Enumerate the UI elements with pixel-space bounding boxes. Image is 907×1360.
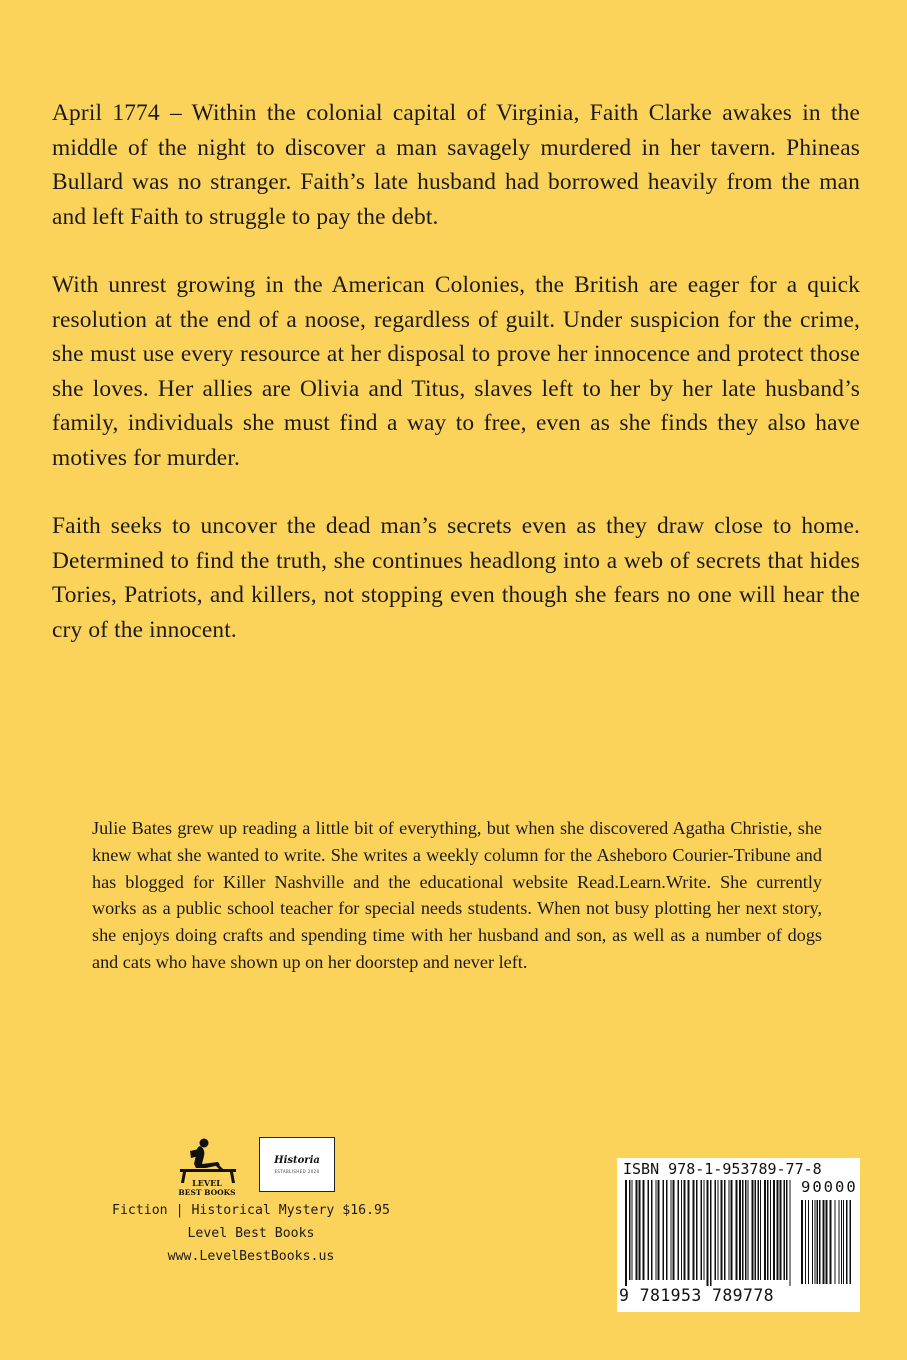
publisher-name: Level Best Books (187, 1226, 315, 1241)
barcode-bar (815, 1200, 816, 1284)
historia-logo (259, 1137, 335, 1192)
barcode-bar (731, 1180, 733, 1280)
barcode-bar (666, 1180, 668, 1280)
barcode-bar (773, 1180, 775, 1280)
ean-barcode-bars (625, 1180, 795, 1286)
barcode-bar (745, 1180, 747, 1280)
barcode-bar (817, 1200, 819, 1284)
barcode-bar (755, 1180, 757, 1280)
barcode-bar (739, 1180, 741, 1280)
barcode-bar (710, 1180, 712, 1286)
barcode-bar (701, 1180, 703, 1280)
addon-barcode-bars (801, 1200, 855, 1284)
publisher-website: www.LevelBestBooks.us (167, 1249, 335, 1264)
historia-name: Historia (274, 1155, 320, 1166)
barcode-bar (721, 1180, 723, 1280)
barcode-bar (715, 1180, 717, 1280)
barcode-bar (629, 1180, 631, 1280)
barcode-bar (790, 1180, 791, 1286)
barcode-bar (656, 1180, 657, 1280)
author-bio-text: Julie Bates grew up reading a little bit of everything, but when she discovered Agatha Christie, she knew what she wanted to write. She writes a weekly column for the Asheboro Courier-Tribune and has blogged for Killer Nashville and the educational website Read.Learn.Write. She currently works as a public school teacher for special needs students. When not busy plotting her next story, she enjoys doing crafts and spending time with her husband and son, as well as a number of dogs and cats who have shown up on her doorstep and never left. (92, 818, 822, 972)
barcode-bar (688, 1180, 690, 1280)
barcode-bar (760, 1180, 761, 1280)
barcode-bar (707, 1180, 709, 1286)
barcode-bar (742, 1180, 744, 1280)
barcode-bar (823, 1200, 825, 1284)
barcode-bar (724, 1180, 726, 1280)
level-best-books-logo (166, 1137, 248, 1199)
barcode-bar (839, 1200, 840, 1284)
blurb-paragraph-2: With unrest growing in the American Colonies, the British are eager for a quick resolution at the end of a noose, regardless of guilt. Under suspicion for the crime, she must use every resource at her disposal to prove her innocence and protect those she loves. Her allies are Olivia and Titus, slaves left to her by her late husband’s family, individuals she must find a way to free, even as she finds they also have motives for murder. (52, 272, 860, 471)
barcode-bar (830, 1200, 832, 1284)
barcode-bar (801, 1200, 803, 1284)
blurb-paragraph-3: Faith seeks to uncover the dead man’s secrets even as they draw close to home. Determined to find the truth, she continues headlong into a web of secrets that hides Tories, Patriots, and killers, not stopping even though she fears no one will hear the cry of the innocent. (52, 513, 860, 643)
barcode-bar (786, 1180, 788, 1280)
barcode-bar (748, 1180, 749, 1280)
barcode-bar (736, 1180, 738, 1280)
barcode-bar (681, 1180, 682, 1280)
category-price: Fiction | Historical Mystery $16.95 (112, 1203, 390, 1218)
barcode-bar (658, 1180, 660, 1280)
barcode-bar (671, 1180, 672, 1280)
barcode-bar (752, 1180, 754, 1280)
historia-subtitle: ESTABLISHED 2020 (274, 1169, 320, 1174)
author-bio (92, 815, 822, 976)
barcode-bar (850, 1200, 852, 1284)
barcode-bar (812, 1200, 813, 1284)
back-cover-blurb (52, 96, 860, 681)
imprint-info (86, 1199, 416, 1268)
barcode-bar (784, 1180, 786, 1280)
isbn-barcode (617, 1158, 860, 1312)
level-logo-text: LEVEL (192, 1178, 222, 1188)
ean-digits: 9 781953 789778 (619, 1286, 775, 1305)
barcode-bar (764, 1180, 766, 1280)
barcode-bar (805, 1200, 806, 1284)
barcode-bar (696, 1180, 698, 1280)
blurb-paragraph-1: April 1774 – Within the colonial capital of Virginia, Faith Clarke awakes in the middle of the night to discover a man savagely murdered in her tavern. Phineas Bullard was no stranger. Faith’s late husband had borrowed heavily from the man and left Faith to struggle to pay the debt. (52, 100, 860, 230)
barcode-bar (718, 1180, 719, 1280)
barcode-bar (684, 1180, 686, 1280)
barcode-bar (767, 1180, 769, 1280)
barcode-bar (758, 1180, 760, 1280)
barcode-bar (693, 1180, 695, 1280)
price-code: 90000 (801, 1178, 858, 1196)
barcode-bar (808, 1200, 809, 1284)
barcode-bar (678, 1180, 680, 1280)
barcode-bar (704, 1180, 705, 1280)
barcode-bar (673, 1180, 675, 1280)
isbn-label: ISBN 978-1-953789-77-8 (623, 1160, 822, 1178)
barcode-bar (625, 1180, 627, 1286)
barcode-bar (835, 1200, 836, 1284)
barcode-bar (780, 1180, 782, 1280)
best-books-logo-text: BEST BOOKS (178, 1188, 236, 1197)
barcode-bar (841, 1200, 842, 1284)
barcode-bar (819, 1200, 821, 1284)
barcode-bar (663, 1180, 665, 1280)
barcode-bar (632, 1180, 633, 1280)
barcode-bar (846, 1200, 848, 1284)
barcode-bar (729, 1180, 730, 1280)
barcode-bar (636, 1180, 638, 1280)
barcode-bar (639, 1180, 641, 1280)
barcode-bar (770, 1180, 771, 1280)
barcode-bar (643, 1180, 645, 1280)
barcode-bar (826, 1200, 828, 1284)
barcode-bar (651, 1180, 653, 1280)
barcode-bar (843, 1200, 844, 1284)
barcode-bar (777, 1180, 779, 1280)
barcode-bar (648, 1180, 650, 1280)
